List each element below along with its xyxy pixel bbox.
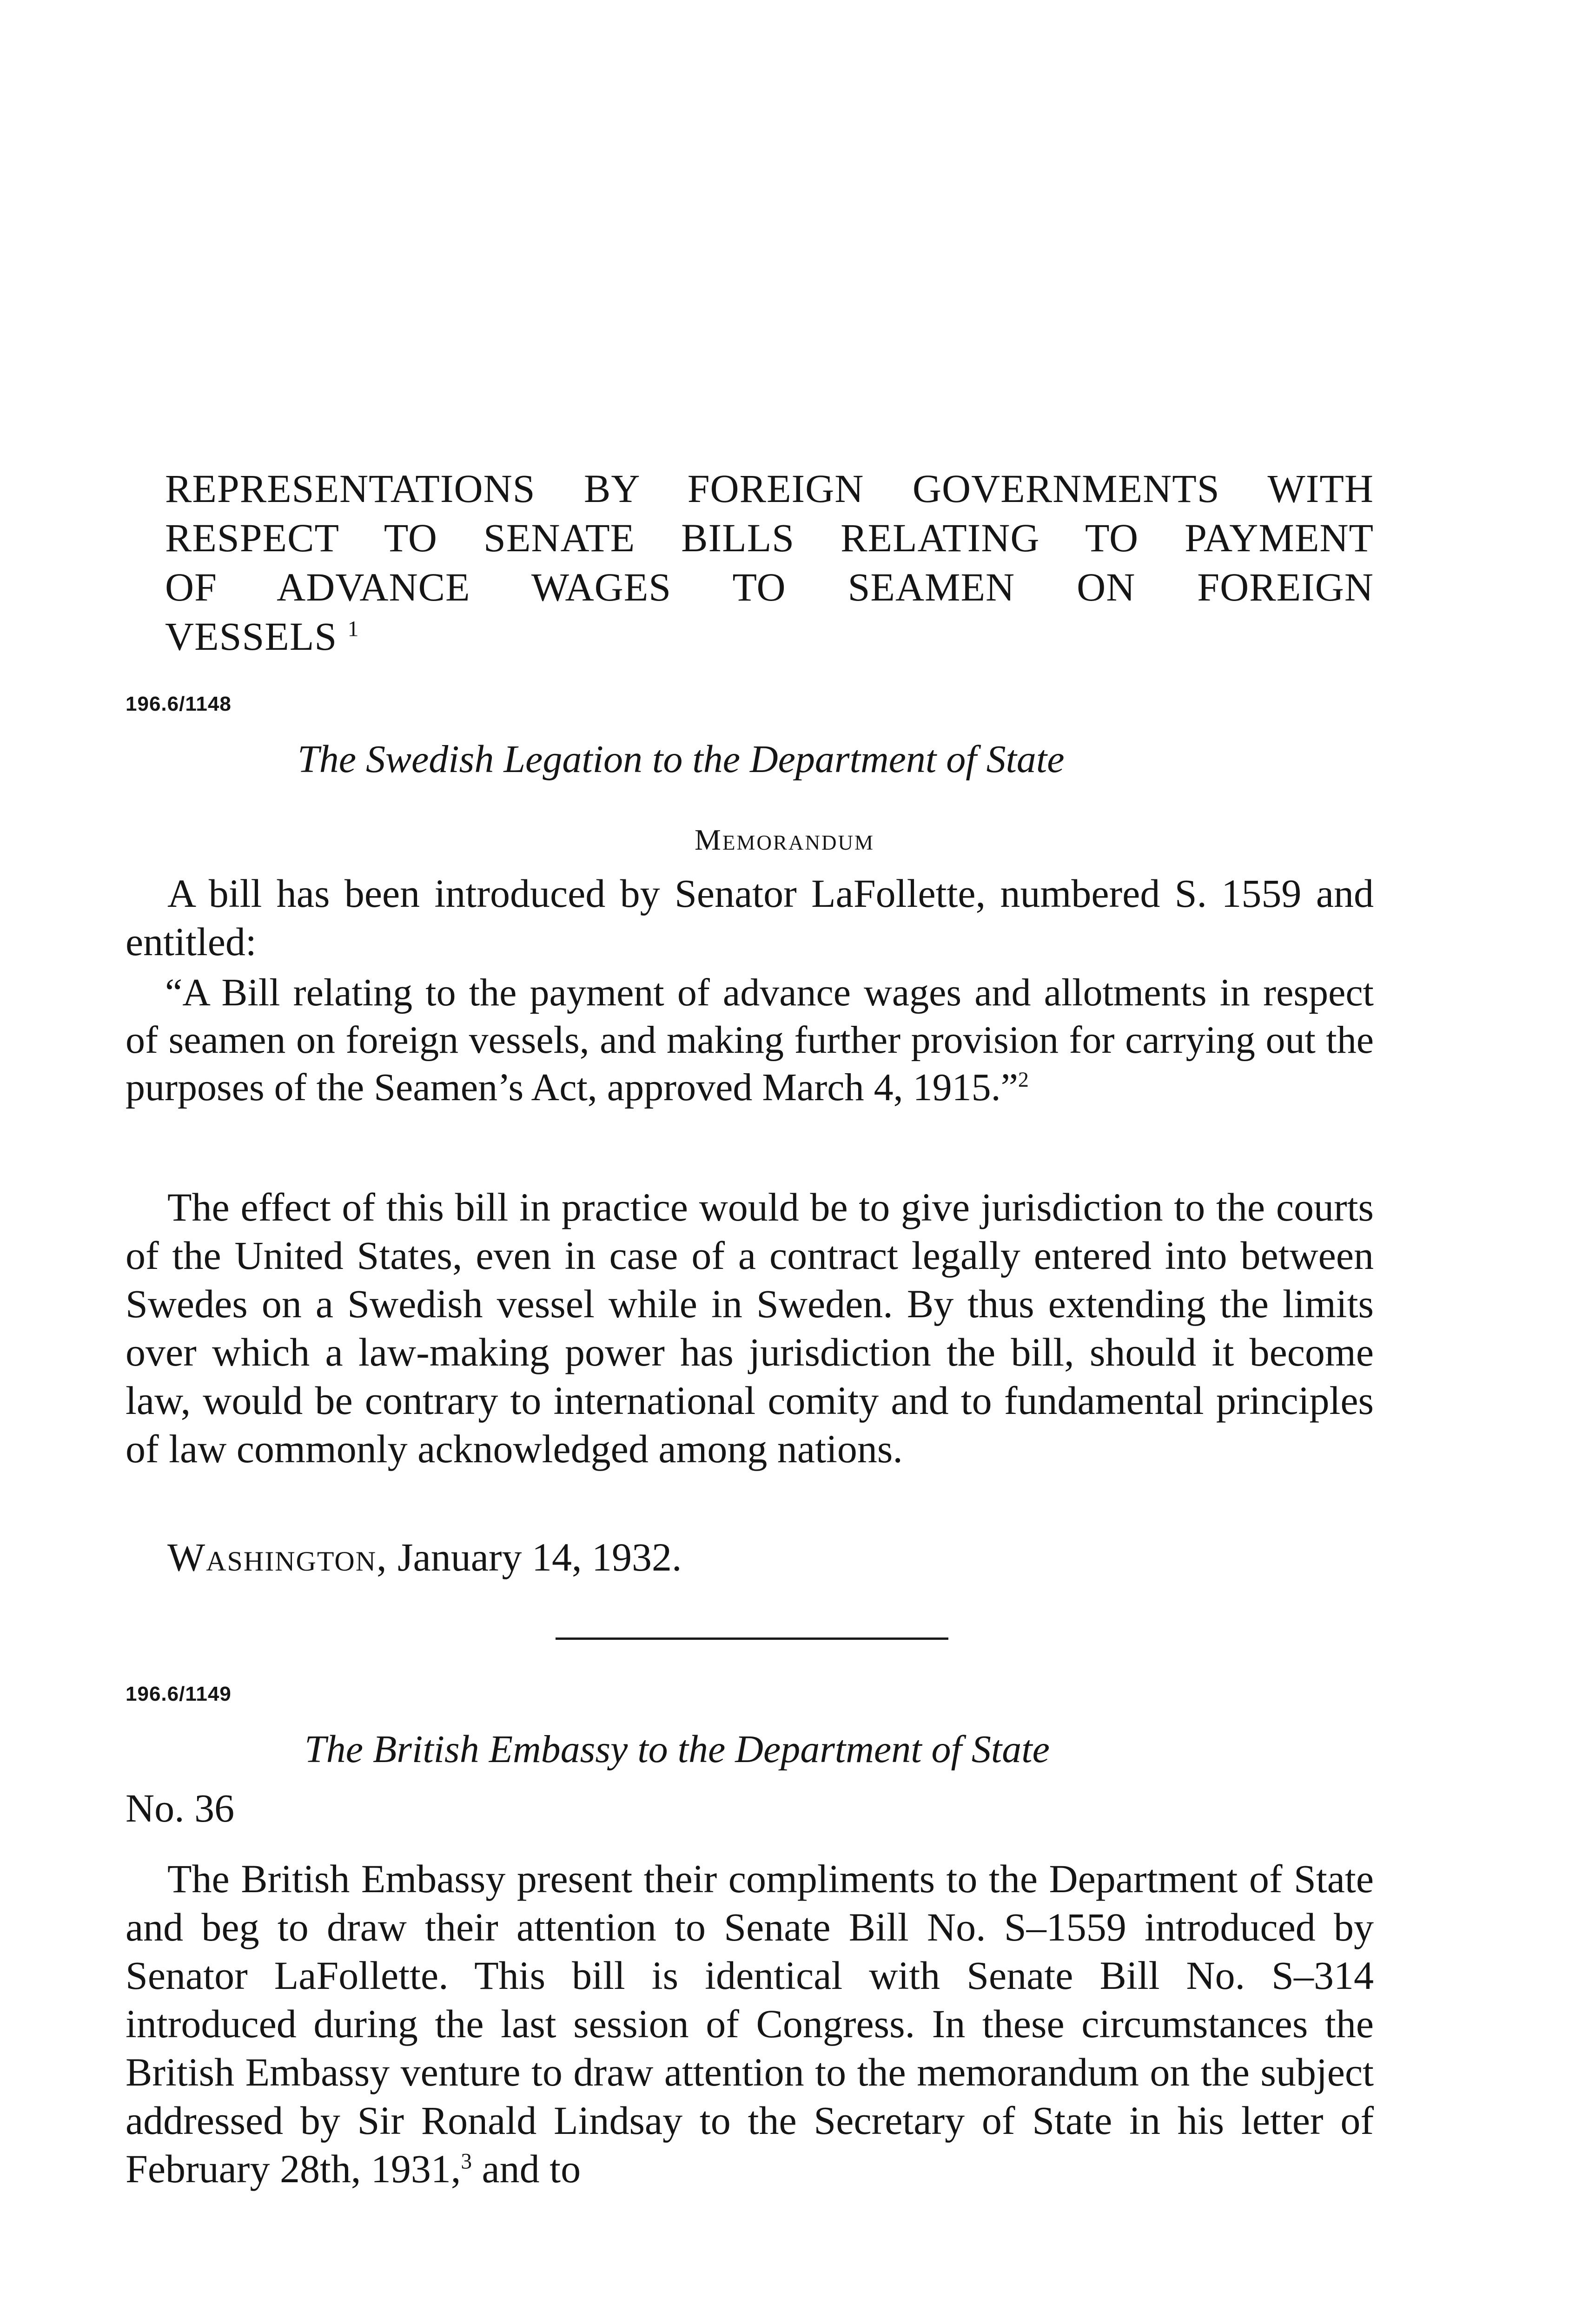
paragraph-3 — [126, 1855, 1374, 2193]
heading-line-4-text: VESSELS — [165, 614, 338, 659]
dateline — [167, 1534, 682, 1580]
quote-footnote-ref: 2 — [1018, 1068, 1029, 1091]
quote-text: “A Bill relating to the payment of advance wages and allotments in respect of seamen on foreign vessels, and making further provision for carrying out the purposes of the Seamen’s Act, approved March 4, 1915.” — [126, 971, 1374, 1109]
heading-line-1: REPRESENTATIONS BY FOREIGN GOVERNMENTS WITH — [165, 466, 1374, 511]
dateline-place: Washington, — [167, 1535, 388, 1579]
dateline-date: January 14, 1932. — [387, 1535, 682, 1579]
memorandum-label: Memorandum — [695, 823, 874, 856]
heading-line-3: OF ADVANCE WAGES TO SEAMEN ON FOREIGN — [165, 565, 1374, 609]
heading-line-4 — [165, 612, 1374, 661]
heading-line-2: RESPECT TO SENATE BILLS RELATING TO PAYMENT — [165, 515, 1374, 560]
section-heading — [165, 464, 1374, 661]
file-code-1: 196.6/1148 — [126, 693, 232, 715]
document-title-2: The British Embassy to the Department of State — [305, 1728, 1050, 1771]
quoted-bill-title — [126, 969, 1374, 1111]
document-number: No. 36 — [126, 1786, 235, 1830]
paragraph-3-footnote-ref: 3 — [461, 2149, 472, 2174]
paragraph-3-text: The British Embassy present their compliments to the Department of State and beg to draw their attention to Senate Bill No. S–1559 introduced by Senator LaFollette. This bill is identical with Senate Bill No. S–314 introduced during the last session of Congress. In these circumstances the British Embassy venture to draw attention to the memorandum on the subject addressed by Sir Ronald Lindsay to the Secretary of State in his letter of February 28th, 1931, — [126, 1856, 1374, 2191]
document-title-1: The Swedish Legation to the Department of State — [298, 738, 1065, 781]
paragraph-1: A bill has been introduced by Senator LaFollette, numbered S. 1559 and entitled: — [126, 871, 1374, 964]
heading-footnote-ref: 1 — [347, 617, 359, 641]
separator-rule — [556, 1637, 948, 1640]
paragraph-2: The effect of this bill in practice would be to give jurisdiction to the courts of the United States, even in case of a contract legally entered into between Swedes on a Swedish vessel while in Sweden. By thus extending the limits over which a law-making power has jurisdiction the bill, should it become law, would be contrary to international comity and to fundamental principles of law commonly acknowledged among nations. — [126, 1185, 1374, 1471]
paragraph-3-tail: and to — [472, 2146, 581, 2191]
file-code-2: 196.6/1149 — [126, 1683, 232, 1705]
